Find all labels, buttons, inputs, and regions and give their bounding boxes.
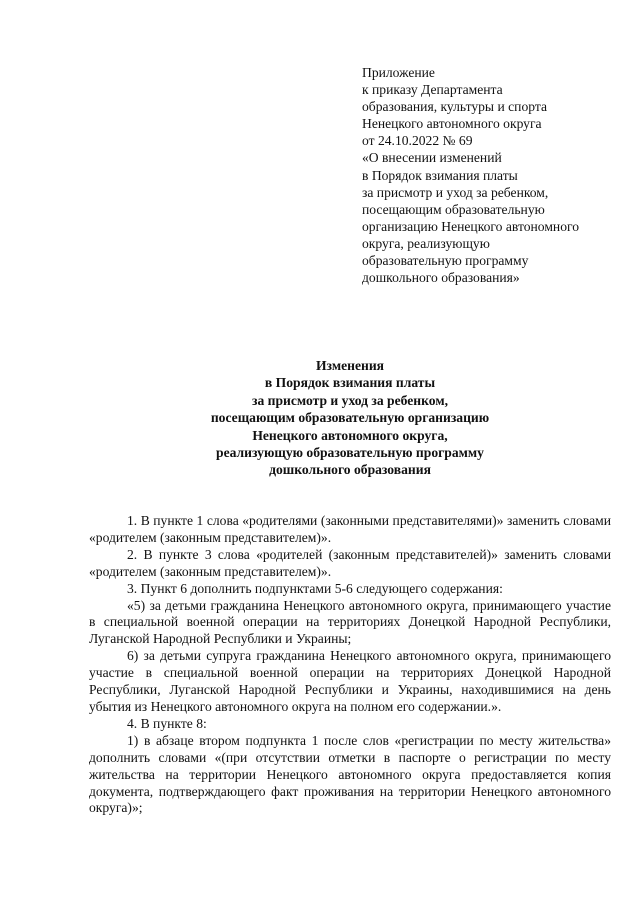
appendix-line: округа, реализующую — [362, 235, 490, 251]
appendix-line: от 24.10.2022 № 69 — [362, 133, 473, 149]
body-paragraph: «5) за детьми гражданина Ненецкого автономного округа, принимающего участие в специальной военной операции на территориях Донецкой Народной Республики, Луганской Народной Республики и Украины; — [89, 597, 611, 647]
title-line: за присмотр и уход за ребенком, — [252, 392, 448, 408]
title-line: в Порядок взимания платы — [264, 375, 436, 391]
appendix-header — [362, 64, 622, 286]
body-paragraph: 2. В пункте 3 слова «родителей (законным представителей)» заменить словами «родителем (законным представителем)». — [89, 546, 611, 579]
title-line: посещающим образовательную организацию — [210, 410, 490, 426]
body-paragraph: 1. В пункте 1 слова «родителями (законными представителями)» заменить словами «родителем (законным представителем)». — [89, 513, 611, 545]
appendix-line: Приложение — [362, 65, 435, 80]
appendix-line: посещающим образовательную — [362, 201, 545, 217]
appendix-line: образования, культуры и спорта — [362, 99, 548, 115]
body-paragraph: 4. В пункте 8: — [127, 715, 207, 731]
document-title — [90, 357, 610, 479]
document-body — [89, 513, 611, 817]
title-line: реализующую образовательную программу — [216, 445, 484, 461]
title-line: Изменения — [315, 358, 385, 373]
body-paragraph: 3. Пункт 6 дополнить подпунктами 5-6 следующего содержания: — [127, 580, 503, 596]
appendix-line: Ненецкого автономного округа — [362, 116, 542, 132]
title-line: Ненецкого автономного округа, — [252, 427, 448, 443]
body-paragraph: 1) в абзаце втором подпункта 1 после слов «регистрации по месту жительства» дополнить словами «(при отсутствии отметки в паспорте о регистрации по месту жительства на территории Ненецкого автономного округа предоставляется копия документа, подтверждающего факт проживания на территории Ненецкого автономного округа)»; — [89, 732, 611, 816]
body-paragraph: 6) за детьми супруга гражданина Ненецкого автономного округа, принимающего участие в специальной военной операции на территориях Донецкой Народной Республики, Луганской Народной Республики и Украины, находившимися на день убытия из Ненецкого автономного округа на полном его содержании.». — [89, 648, 611, 714]
title-line: дошкольного образования — [269, 462, 431, 478]
appendix-line: за присмотр и уход за ребенком, — [362, 184, 549, 200]
appendix-line: «О внесении изменений — [362, 150, 502, 166]
appendix-line: образовательную программу — [362, 253, 529, 269]
appendix-line: в Порядок взимания платы — [362, 167, 518, 183]
appendix-line: организацию Ненецкого автономного — [362, 218, 580, 234]
appendix-line: дошкольного образования» — [362, 270, 520, 286]
appendix-line: к приказу Департамента — [362, 82, 503, 98]
